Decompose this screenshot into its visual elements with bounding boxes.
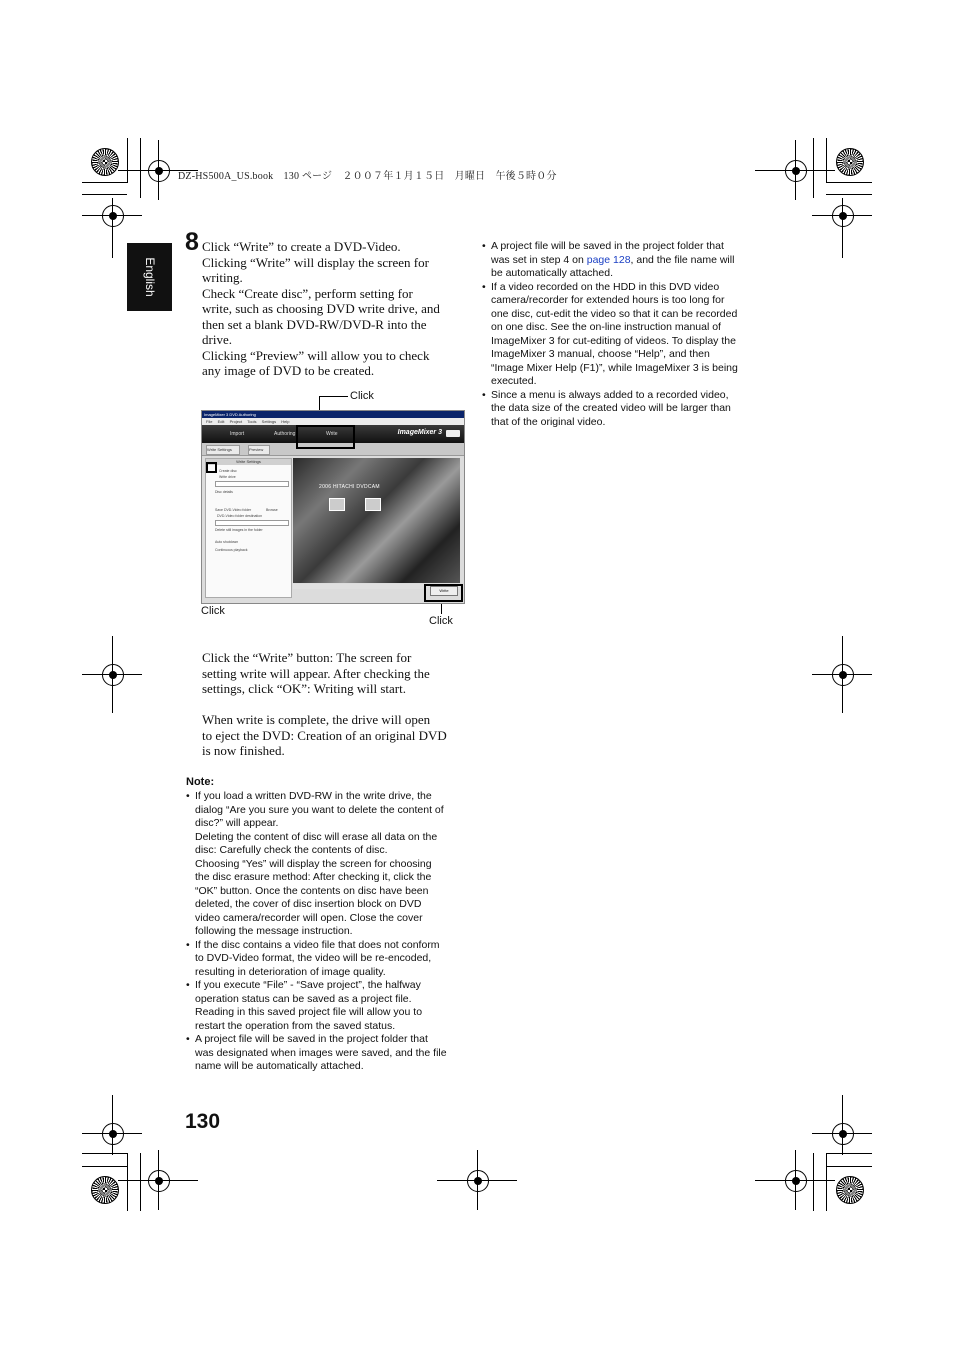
registration-target-icon [102, 1123, 124, 1145]
preview-thumbnail[interactable] [365, 498, 381, 511]
menu-item[interactable]: Edit [217, 419, 225, 424]
auto-shutdown-checkbox-label[interactable]: Auto shutdown [215, 540, 239, 544]
continuous-playback-checkbox-label[interactable]: Continuous playback [215, 548, 248, 552]
tab-write-settings[interactable]: Write Settings [206, 445, 240, 455]
registration-target-icon [832, 205, 854, 227]
nav-import[interactable]: Import [230, 431, 245, 437]
step-line: Clicking “Preview” will allow you to check [202, 347, 430, 363]
list-item: • If a video recorded on the HDD in this DVD video camera/recorder for extended hours is too long for one disc, cut-edit the video so that it can be recorded on one disc. See the on-line instruction manual of ImageMixer 3 for cut-editing of videos. To display the ImageMixer 3 manual, choose “Help”, and then “Image Mixer Help (F1)”, while ImageMixer 3 is being executed. [482, 281, 767, 389]
menu-item[interactable]: Project [229, 419, 243, 424]
disc-details-label: Disc details [215, 490, 233, 494]
step-line: then set a blank DVD-RW/DVD-R into the [202, 316, 427, 332]
menu-item[interactable]: File [206, 419, 213, 424]
registration-target-icon [148, 1170, 170, 1192]
after-line: settings, click “OK”: Writing will start. [202, 681, 406, 696]
language-tab [127, 243, 172, 311]
step-instructions [202, 239, 467, 379]
callout-write-button: Click [429, 615, 453, 627]
registration-target-icon [102, 205, 124, 227]
after-line: Click the “Write” button: The screen for [202, 650, 412, 665]
step-line: Check “Create disc”, perform setting for [202, 285, 413, 301]
app-title-bar: ImageMixer 3 DVD Authoring [202, 411, 465, 418]
write-settings-panel [205, 458, 292, 598]
right-column-notes [482, 240, 767, 429]
registration-target-icon [785, 160, 807, 182]
save-folder-checkbox-label[interactable]: Save DVD-Video folder [215, 508, 252, 512]
step-line: write, such as choosing DVD write drive, and [202, 301, 440, 316]
after-line: setting write will appear. After checking the [202, 665, 430, 681]
list-item: • A project file will be saved in the project folder that was set in step 4 on page 128, and the file name will be automatically attached. [482, 240, 767, 281]
app-menu-bar [202, 418, 464, 425]
menu-item[interactable]: Tools [247, 419, 257, 424]
registration-target-icon [832, 1123, 854, 1145]
registration-rosette-icon [836, 148, 864, 176]
write-drive-label: Write drive [219, 475, 236, 479]
delete-images-checkbox-label[interactable]: Delete still images in the folder [215, 528, 263, 532]
highlight-create-disc [206, 462, 217, 473]
list-item: • If the disc contains a video file that does not conform to DVD-Video format, the video will be re-encoded, resulting in deterioration of image quality. [186, 939, 471, 980]
software-screenshot [201, 410, 465, 604]
highlight-write-button [424, 584, 463, 602]
step-line: any image of DVD to be created. [202, 363, 375, 378]
step-line: Clicking “Write” will display the screen for [202, 254, 429, 270]
folder-destination-field[interactable] [215, 520, 289, 526]
registration-rosette-icon [91, 1176, 119, 1204]
write-button[interactable]: Write [430, 586, 458, 596]
highlight-write-tab [296, 425, 355, 449]
after-line: to eject the DVD: Creation of an original DVD [202, 727, 447, 743]
after-line: When write is complete, the drive will open [202, 712, 431, 727]
step-line: writing. [202, 270, 243, 285]
step-line: drive. [202, 332, 232, 347]
nav-authoring[interactable]: Authoring [274, 431, 296, 437]
step-line: Click “Write” to create a DVD-Video. [202, 239, 401, 254]
language-tab-label: English [142, 257, 157, 297]
list-item: • A project file will be saved in the project folder that was designated when images were saved, and the file name will be automatically attached. [186, 1033, 471, 1074]
folder-destination-label: DVD-Video folder destination [217, 514, 263, 518]
callout-write-tab: Click [350, 390, 374, 402]
after-instructions [202, 650, 467, 759]
write-drive-select[interactable] [215, 481, 289, 487]
print-file-info: DZ-HS500A_US.book 130 ページ ２００７年１月１５日 月曜日 午後５時０分 [178, 171, 557, 182]
list-item: • If you execute “File” - “Save project”, the halfway operation status can be saved as a project file. Reading in this saved project file will allow you to restart the operation from the saved status. [186, 979, 471, 1033]
app-brand-logo: ImageMixer 3 [397, 429, 442, 436]
registration-target-icon [102, 664, 124, 686]
preview-thumbnail[interactable] [329, 498, 345, 511]
registration-target-icon [832, 664, 854, 686]
note-list [186, 790, 471, 1074]
note-title: Note: [186, 776, 215, 788]
callout-create-disc: Click [201, 605, 225, 617]
menu-item[interactable]: Settings [261, 419, 277, 424]
dvd-preview-area [293, 458, 460, 583]
list-item: • Since a menu is always added to a recorded video, the data size of the created video will be larger than that of the original video. [482, 389, 767, 430]
registration-rosette-icon [836, 1176, 864, 1204]
menu-item[interactable]: Help [281, 419, 290, 424]
page-number: 130 [185, 1110, 221, 1133]
nav-write[interactable]: Write [326, 431, 338, 437]
after-line: is now finished. [202, 743, 285, 758]
registration-target-icon [467, 1170, 489, 1192]
registration-target-icon [148, 160, 170, 182]
panel-title: Write Settings [206, 459, 291, 465]
browse-button[interactable]: Browse [266, 508, 278, 512]
registration-rosette-icon [91, 148, 119, 176]
preview-title: 2006 HITACHI DVDCAM [319, 484, 380, 490]
create-disc-checkbox-label[interactable]: Create disc [219, 469, 237, 473]
brand-badge [446, 430, 460, 437]
registration-target-icon [785, 1170, 807, 1192]
step-number: 8 [185, 228, 199, 256]
page-link[interactable]: page 128 [586, 253, 631, 266]
list-item: • If you load a written DVD-RW in the write drive, the dialog “Are you sure you want to delete the content of disc?” will appear. Deleting the content of disc will erase all data on the disc: Carefully check the contents of disc. Choosing “Yes” will display the screen for choosing the disc erasure method: After checking it, click the “OK” button. Once the contents on disc have been deleted, the cover of disc insertion block on DVD video camera/recorder will open. Close the cover following the message instruction. [186, 790, 471, 939]
tab-preview[interactable]: Preview [248, 445, 270, 455]
